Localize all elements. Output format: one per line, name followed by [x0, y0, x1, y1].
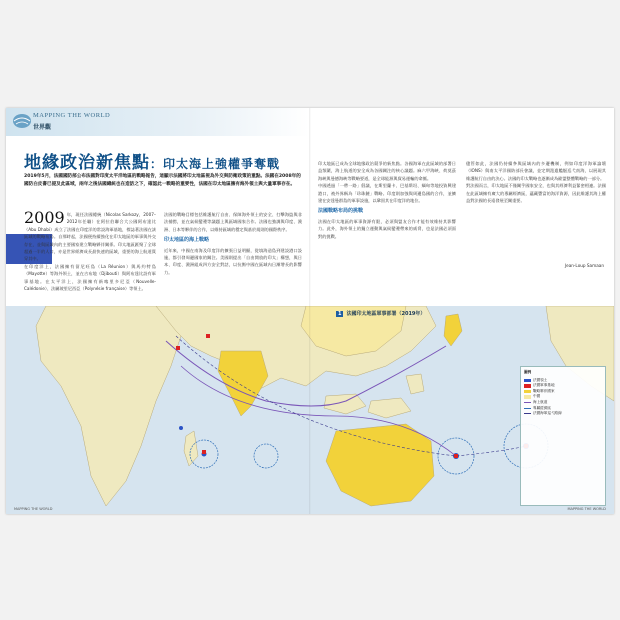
- paragraph: 年，現任法國總統（Nicolas Sarkozy，2007–2012年任職）在阿拉伯聯合大公國阿布達比（Abu Dhabi）成立了法國在印度洋的常設海軍基地，標誌著法國在該區域的戰略布局。自那時起，法國便持續強化在印太地區的軍事與外交存在，並與區域內的主要國家建立戰略夥伴關係。印太地區匯聚了全球超過一半的人口，亦是世界經濟成長最快速的區域，重要的海上航道貫穿其中。: [24, 212, 156, 262]
- text-column-3: [318, 160, 456, 240]
- paragraph: 印太地區已成為全球地緣政治競爭的新焦點。各國海軍在此區域的部署日益頻繁，海上航道的安全成為各國關注的核心議題。麻六甲海峽、荷莫茲海峽與曼德海峽等戰略要道，是全球能源與貿易運輸的命脈。: [318, 161, 456, 181]
- military-base-marker: [202, 450, 206, 454]
- military-base-marker: [176, 346, 180, 350]
- author-credit: Jean-Loup Samaan: [564, 263, 604, 268]
- header-section-zh: 世界觀: [33, 124, 52, 131]
- legend-label: 中國: [533, 394, 541, 399]
- text-column-1: [24, 208, 156, 292]
- legend-item: [524, 411, 602, 417]
- legend-label: 法國軍事基地: [533, 383, 555, 388]
- text-column-4: [466, 160, 606, 204]
- australia-landmass: [326, 424, 434, 506]
- folio-right: MAPPING THE WORLD: [567, 507, 606, 511]
- text-column-2: [164, 211, 302, 276]
- southeast-asia-islands: [324, 374, 424, 418]
- africa-landmass: [36, 306, 181, 506]
- legend-label: 法國領土: [533, 377, 548, 382]
- mayotte-territory: [179, 426, 183, 430]
- paragraph: 中國透過「一帶一路」倡議，在斯里蘭卡、巴基斯坦、緬甸等地投資興建港口，被外界稱為「珍珠鏈」戰略。印度則加強與周邊島國的合作，並擴建在安達曼群島的軍事設施，以鞏固其在印度洋的地位。: [318, 183, 456, 204]
- japan-islands: [444, 314, 462, 346]
- legend-label: 海上航道: [533, 399, 548, 404]
- folio-left: MAPPING THE WORLD: [14, 507, 53, 511]
- eez-circle: [254, 444, 278, 468]
- paragraph: 在印度洋上，法國擁有留尼旺島（La Réunion）與馬約特島（Mayotte）等海外領土，並在吉布地（Djibouti）與阿布達比設有軍事基地。在太平洋上，法國擁有新喀里多尼亞（Nouvelle-Calédonie）、法屬玻里尼西亞（Polynésie française）等領土。: [24, 263, 156, 292]
- article-lead: 2019年5月，法國國防部公布法國對印度太平洋地區的戰略報告，這顯示法國將印太地區視為外交與防衛政策的重點。法國在2008年的國防白皮書已提及此區域，兩年之後法國總統也在造訪之下，確認此一戰略的重要性，法國在印太地區擁有海外領土與大量軍事存在。: [24, 174, 301, 187]
- legend-swatch: [524, 390, 531, 394]
- article-title-main: 地緣政治新焦點: [24, 153, 150, 173]
- section-subhead: 印太地區的海上戰略: [164, 237, 210, 244]
- dropcap: 2009: [24, 208, 65, 227]
- legend-swatch: [524, 384, 531, 388]
- paragraph: 法國的戰略目標包括維護航行自由、保障海外領土的安全、打擊海盜與非法捕撈，並在氣候變遷等議題上與區域國家合作。法國也強調與印度、澳洲、日本等夥伴的合作，以維持區域的穩定與基於規則的國際秩序。: [164, 212, 302, 232]
- legend-items: [524, 378, 602, 417]
- magazine-spread: [6, 108, 614, 514]
- legend-swatch: [524, 413, 531, 414]
- spread-gutter: [309, 108, 311, 514]
- globe-logo-icon: [11, 111, 33, 131]
- map-number: 1: [338, 311, 342, 317]
- article-subtitle: ：印太海上強權爭奪戰: [150, 157, 281, 171]
- section-subhead: 法國戰略布局的挑戰: [318, 208, 364, 215]
- page-header: [6, 108, 309, 136]
- legend-label: 戰略夥伴國家: [533, 388, 555, 393]
- map-legend: [520, 366, 606, 506]
- legend-label: 法國海軍巡弋路線: [533, 411, 562, 416]
- legend-swatch: [524, 402, 531, 403]
- map-title: [336, 310, 425, 317]
- paragraph: 法國在印太地區的軍事資源有限，必須與盟友合作才能有效維持其影響力。此外，海外領土的獨立運動與氣候變遷帶來的威脅，也是法國必須面對的挑戰。: [318, 218, 456, 239]
- header-section-en: MAPPING THE WORLD: [33, 112, 111, 119]
- military-base-marker: [454, 454, 458, 458]
- paragraph: 近年來，中國在南海及印度洋的擴張日益明顯，從填海造島到建設港口設施，都引發周邊國家的關注。美國則提出「自由開放的印太」構想，與日本、印度、澳洲組成四方安全對話，以抗衡中國在區域內日漸增長的影響力。: [164, 247, 302, 275]
- article-title: [24, 148, 280, 173]
- legend-label: 專屬經濟區: [533, 405, 551, 410]
- paragraph: 儘管如此，法國仍持續參與區域內的多邊機制，例如印度洋海軍論壇（IONS）與南太平洋國防部長會議，並定期派遣艦艇巡弋南海，以展現其維護航行自由的決心。法國的印太戰略也逐漸成為歐盟整體戰略的一部分。: [466, 161, 606, 181]
- map-title-text: 法國印太地區軍事部署（2019年）: [346, 311, 426, 317]
- legend-title: 圖例: [524, 370, 532, 374]
- legend-swatch: [524, 408, 531, 409]
- legend-swatch: [524, 379, 531, 383]
- military-base-marker: [206, 334, 210, 338]
- paragraph: 對法國而言，印太地區不僅關乎國家安全，也與其經濟利益緊密相連。法國在此區域擁有廣大的專屬經濟區，蘊藏豐富的海洋資源，因此維護其海上權益對法國的長遠發展至關重要。: [466, 183, 606, 204]
- legend-swatch: [524, 395, 531, 399]
